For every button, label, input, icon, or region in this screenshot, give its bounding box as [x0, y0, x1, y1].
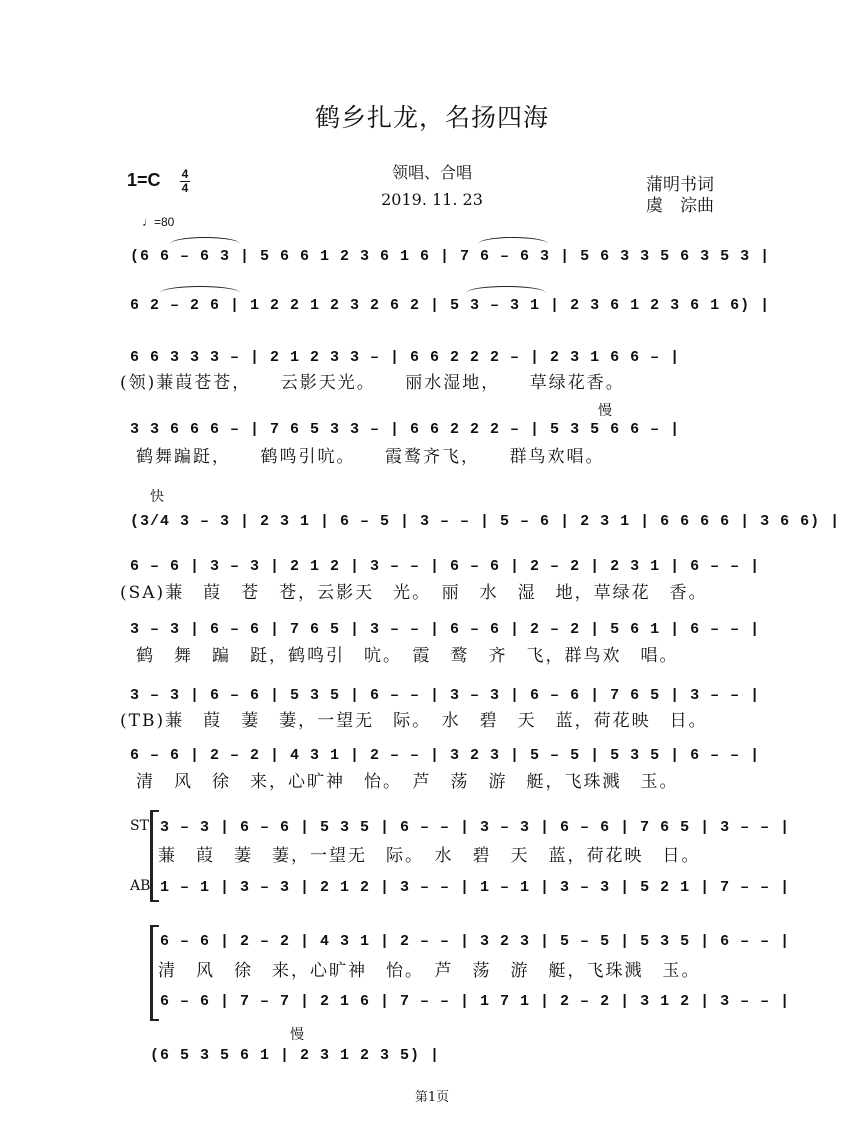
notation-line: 3 – 3 | 6 – 6 | 5 3 5 | 6 – – | 3 – 3 | 6 – 6 | 7 6 5 | 3 – – | — [160, 819, 791, 836]
soprano-tenor-label: ST — [130, 818, 149, 834]
notation-line: 6 6 3 3 3 – | 2 1 2 3 3 – | 6 6 2 2 2 – | 2 3 1 6 6 – | — [130, 349, 681, 366]
lyric-line: (SA)蒹 葭 苍 苍，云影天 光。 丽 水 湿 地，草绿花 香。 — [120, 583, 708, 603]
notation-line: 6 – 6 | 2 – 2 | 4 3 1 | 2 – – | 3 2 3 | 5 – 5 | 5 3 5 | 6 – – | — [130, 747, 761, 764]
time-signature-bottom: 4 — [181, 181, 189, 195]
date: 2019. 11. 23 — [381, 190, 483, 209]
notation-line: 6 – 6 | 3 – 3 | 2 1 2 | 3 – – | 6 – 6 | 2 – 2 | 2 3 1 | 6 – – | — [130, 558, 761, 575]
tempo-marking: ♩=80 — [142, 215, 175, 229]
lyric-line: 鹤 舞 蹁 跹，鹤鸣引 吭。 霞 鹜 齐 飞，群鸟欢 唱。 — [136, 646, 679, 666]
lyric-line: 鹤舞蹁跹， 鹤鸣引吭。 霞鹜齐飞， 群鸟欢唱。 — [136, 447, 605, 467]
lyric-line: 清 风 徐 来，心旷神 怡。 芦 荡 游 艇，飞珠溅 玉。 — [158, 961, 701, 981]
slur — [160, 286, 240, 293]
slur — [170, 237, 240, 244]
notation-line: 1 – 1 | 3 – 3 | 2 1 2 | 3 – – | 1 – 1 | 3 – 3 | 5 2 1 | 7 – – | — [160, 879, 791, 896]
notation-line: 6 – 6 | 7 – 7 | 2 1 6 | 7 – – | 1 7 1 | 2 – 2 | 3 1 2 | 3 – – | — [160, 993, 791, 1010]
notation-line: 3 – 3 | 6 – 6 | 5 3 5 | 6 – – | 3 – 3 | 6 – 6 | 7 6 5 | 3 – – | — [130, 687, 761, 704]
key-signature: 1=C — [127, 170, 161, 190]
alto-bass-label: AB — [130, 878, 151, 894]
lyricist-credit: 蒲明书词 — [646, 175, 714, 195]
composer-credit: 虞 淙曲 — [646, 196, 714, 216]
lyric-line: 清 风 徐 来，心旷神 怡。 芦 荡 游 艇，飞珠溅 玉。 — [136, 772, 679, 792]
slur — [466, 286, 546, 293]
slow-mark: 慢 — [598, 403, 612, 419]
notation-line: 3 – 3 | 6 – 6 | 7 6 5 | 3 – – | 6 – 6 | 2 – 2 | 5 6 1 | 6 – – | — [130, 621, 761, 638]
page-number: 第1页 — [414, 1090, 450, 1105]
time-signature-top: 4 — [181, 167, 189, 181]
notation-line: (6 6 – 6 3 | 5 6 6 1 2 3 6 1 6 | 7 6 – 6 3 | 5 6 3 3 5 6 3 5 3 | — [130, 248, 771, 265]
fast-mark: 快 — [150, 489, 164, 505]
notation-line: (3/4 3 – 3 | 2 3 1 | 6 – 5 | 3 – – | 5 – 6 | 2 3 1 | 6 6 6 6 | 3 6 6) | — [130, 513, 841, 530]
song-title: 鹤乡扎龙，名扬四海 — [314, 103, 549, 132]
lyric-line: (领)蒹葭苍苍， 云影天光。 丽水湿地， 草绿花香。 — [120, 373, 625, 393]
lyric-line: (TB)蒹 葭 萋 萋，一望无 际。 水 碧 天 蓝，荷花映 日。 — [120, 711, 708, 731]
slow-mark-final: 慢 — [290, 1027, 304, 1043]
notation-line: 6 – 6 | 2 – 2 | 4 3 1 | 2 – – | 3 2 3 | 5 – 5 | 5 3 5 | 6 – – | — [160, 933, 791, 950]
notation-line: (6 5 3 5 6 1 | 2 3 1 2 3 5) | — [150, 1047, 441, 1064]
lyric-line: 蒹 葭 萋 萋，一望无 际。 水 碧 天 蓝，荷花映 日。 — [158, 846, 701, 866]
notation-line: 6 2 – 2 6 | 1 2 2 1 2 3 2 6 2 | 5 3 – 3 1 | 2 3 6 1 2 3 6 1 6) | — [130, 297, 771, 314]
slur — [478, 237, 548, 244]
subtitle: 领唱、合唱 — [391, 163, 472, 182]
notation-line: 3 3 6 6 6 – | 7 6 5 3 3 – | 6 6 2 2 2 – | 5 3 5 6 6 – | — [130, 421, 681, 438]
